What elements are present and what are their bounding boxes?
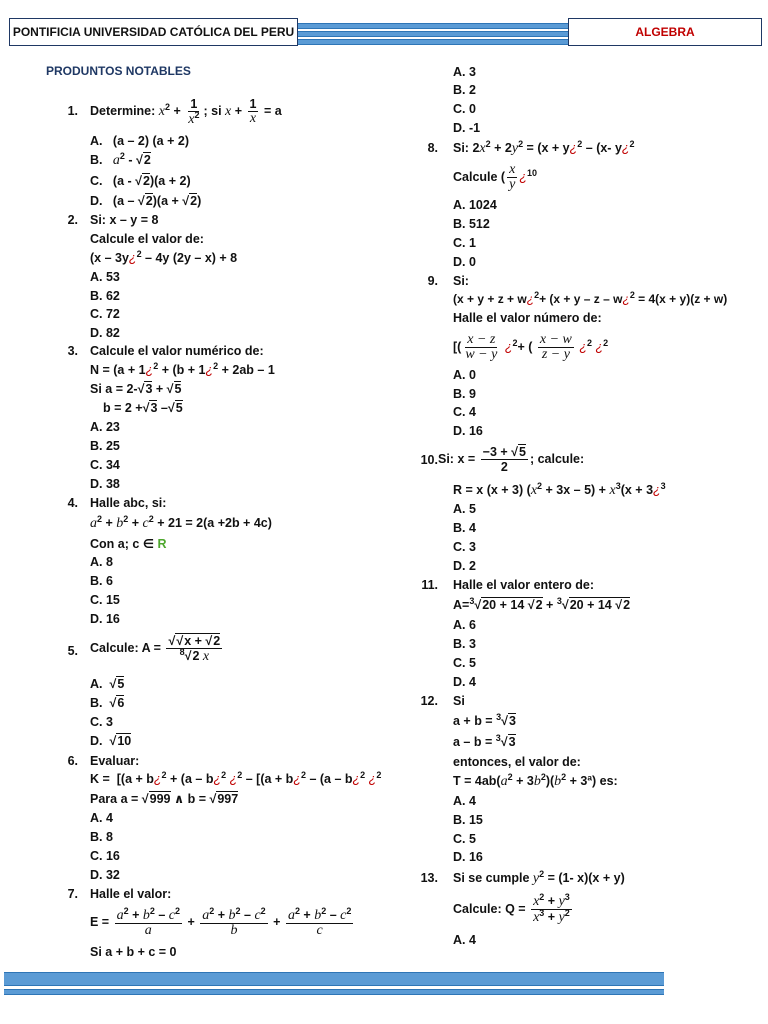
q10-expression: R = x (x + 3) $(x^2 + 3x - 5) + x^3(x$ + 3¿$^3$ — [453, 480, 666, 498]
q6-option-d: D. 32 — [90, 868, 120, 882]
q7-option-d: D. -1 — [453, 121, 481, 135]
q9-expression: (x + y + z + w¿$^2$+ (x + y – z – w¿$^2$ = 4(x + y)(z + w) — [453, 290, 728, 306]
q1-option-d: D. (a – √2)(a + √2) — [90, 194, 202, 208]
q8-ask: Calcule ( $\frac{x}{y}$ ¿$^{10}$ — [453, 162, 537, 193]
q9-target: [( $\frac{x - z}{w - y}$ ¿$^2$+ ( $\frac{x - w}{z - y}$ ¿$^2$ ¿$^2$ — [453, 332, 609, 363]
q3-number: 3. — [67, 344, 78, 358]
q8-stem: Si: $2x^2 + 2y^2 = (x$ + y¿$^2$ – (x- y¿$^2$ — [453, 138, 635, 156]
q7-condition: Si a + b + c = 0 — [90, 945, 177, 959]
q1-option-a: A. (a – 2) (a + 2) — [90, 134, 189, 148]
q9-option-d: D. 16 — [453, 424, 483, 438]
q10-number: 10. — [420, 453, 438, 467]
footer-band — [4, 972, 664, 995]
q13-ask: Calcule: Q = $\frac{x^2 + y^3}{x^3 + y^2}$ — [453, 892, 570, 926]
q5-option-b: B. √6 — [90, 696, 125, 710]
q10-option-c: C. 3 — [453, 540, 476, 554]
q3-expression: N = (a + 1¿$^2$ + (b + 1¿$^2$ + 2ab – 1 — [90, 360, 275, 377]
q3-option-d: D. 38 — [90, 477, 120, 491]
q3-option-b: B. 25 — [90, 439, 120, 453]
q11-expression: A=$^3$√20 + 14 √2 + $^3$√20 + 14 √2 — [453, 595, 631, 612]
q5-number: 5. — [67, 644, 78, 658]
q3-stem: Calcule el valor numérico de: — [90, 344, 264, 358]
q6-stem: Evaluar: — [90, 754, 140, 768]
q8-option-c: C. 1 — [453, 236, 476, 250]
q3-value-a: Si a = 2-√3 + √5 — [90, 382, 182, 396]
q2-option-b: B. 62 — [90, 289, 120, 303]
q4-option-a: A. 8 — [90, 555, 113, 569]
q3-option-a: A. 23 — [90, 420, 120, 434]
q2-option-c: C. 72 — [90, 307, 120, 321]
q9-stem: Si: — [453, 274, 469, 288]
q8-option-b: B. 512 — [453, 217, 490, 231]
q13-stem: Si se cumple $y^2 = (1-$ x)(x + y) — [453, 868, 625, 886]
subject-title: ALGEBRA — [568, 18, 762, 46]
q10-stem: Si: x = $\frac{-3 + √5}{2}$ ; calcule: — [438, 445, 585, 475]
q12-difference: a – b = $^3$√3 — [453, 732, 516, 749]
q2-expression: (x – 3y¿$^2$ – 4y (2y – x) + 8 — [90, 248, 238, 265]
q1-option-b: B. $a^2 - √2$ — [90, 150, 151, 168]
q7-option-b: B. 2 — [453, 83, 476, 97]
q2-stem: Si: x – y = 8 — [90, 213, 159, 227]
q12-stem: Si — [453, 694, 465, 708]
q12-ask: entonces, el valor de: — [453, 755, 581, 769]
q4-option-c: C. 15 — [90, 593, 120, 607]
q1-number: 1. — [67, 104, 78, 118]
section-title: PRODUNTOS NOTABLES — [46, 64, 191, 78]
header-band — [298, 23, 568, 45]
q2-option-a: A. 53 — [90, 270, 120, 284]
q10-option-b: B. 4 — [453, 521, 476, 535]
q11-option-a: A. 6 — [453, 618, 476, 632]
q2-option-d: D. 82 — [90, 326, 120, 340]
q9-option-c: C. 4 — [453, 405, 476, 419]
q13-option-a: A. 4 — [453, 933, 476, 947]
q11-option-c: C. 5 — [453, 656, 476, 670]
q7-expression: E = $\frac{a^2 + b^2 - c^2}{a}$ + $\frac{a^2 + b^2 - c^2}{b}$ + $\frac{a^2 + b^2 - c^2}{c}$ — [90, 905, 352, 938]
q4-number: 4. — [67, 496, 78, 510]
q8-option-d: D. 0 — [453, 255, 476, 269]
q4-expression: $a^2 + b^2 + c^2 + 21 = 2(a +2b + 4c)$ — [90, 513, 272, 531]
q4-option-d: D. 16 — [90, 612, 120, 626]
q6-number: 6. — [67, 754, 78, 768]
q7-number: 7. — [67, 887, 78, 901]
q6-option-c: C. 16 — [90, 849, 120, 863]
q6-values: Para a = √999 ∧ b = √997 — [90, 792, 239, 806]
q6-expression: K = [(a + b¿$^2$ + (a – b¿$^2$ ¿$^2$ – [(a + b¿$^2$ – (a – b¿$^2$ ¿$^2$ — [90, 769, 382, 786]
q12-option-d: D. 16 — [453, 850, 483, 864]
q8-option-a: A. 1024 — [453, 198, 497, 212]
q4-option-b: B. 6 — [90, 574, 113, 588]
q7-option-a: A. 3 — [453, 65, 476, 79]
q6-option-a: A. 4 — [90, 811, 113, 825]
q12-expression: $T = 4ab(a^2 + 3b^2)(b^2$ + 3ª) es: — [453, 771, 618, 789]
q9-ask: Halle el valor número de: — [453, 311, 602, 325]
q4-stem: Halle abc, si: — [90, 496, 167, 510]
q5-option-c: C. 3 — [90, 715, 113, 729]
q10-option-a: A. 5 — [453, 502, 476, 516]
q6-option-b: B. 8 — [90, 830, 113, 844]
q11-option-b: B. 3 — [453, 637, 476, 651]
q9-option-b: B. 9 — [453, 387, 476, 401]
q12-option-c: C. 5 — [453, 832, 476, 846]
q2-number: 2. — [67, 213, 78, 227]
q8-number: 8. — [427, 141, 438, 155]
q7-option-c: C. 0 — [453, 102, 476, 116]
institution-title: PONTIFICIA UNIVERSIDAD CATÓLICA DEL PERU — [9, 18, 298, 46]
q11-stem: Halle el valor entero de: — [453, 578, 595, 592]
q3-option-c: C. 34 — [90, 458, 120, 472]
q11-number: 11. — [421, 578, 438, 592]
q5-expression: Calcule: A = $\frac{√√x + √2}{^8√2 x}$ — [90, 633, 221, 664]
q12-sum: a + b = $^3$√3 — [453, 711, 516, 728]
q13-number: 13. — [420, 871, 438, 885]
q5-option-d: D. √10 — [90, 734, 132, 748]
q12-option-b: B. 15 — [453, 813, 483, 827]
q5-option-a: A. √5 — [90, 677, 125, 691]
q4-condition: Con a; c ∈ R — [90, 537, 167, 551]
q1-option-c: C. (a - √2)(a + 2) — [90, 174, 191, 188]
q12-number: 12. — [420, 694, 438, 708]
q3-value-b: b = 2 +√3 –√5 — [103, 401, 183, 415]
q7-stem: Halle el valor: — [90, 887, 172, 901]
q12-option-a: A. 4 — [453, 794, 476, 808]
q9-number: 9. — [427, 274, 438, 288]
q1-stem: Determine: $x^2$ + $\frac{1}{x^2}$ ; si x + $\frac{1}{x}$ = a — [90, 96, 282, 127]
q10-option-d: D. 2 — [453, 559, 476, 573]
q2-ask: Calcule el valor de: — [90, 232, 204, 246]
q9-option-a: A. 0 — [453, 368, 476, 382]
q11-option-d: D. 4 — [453, 675, 476, 689]
